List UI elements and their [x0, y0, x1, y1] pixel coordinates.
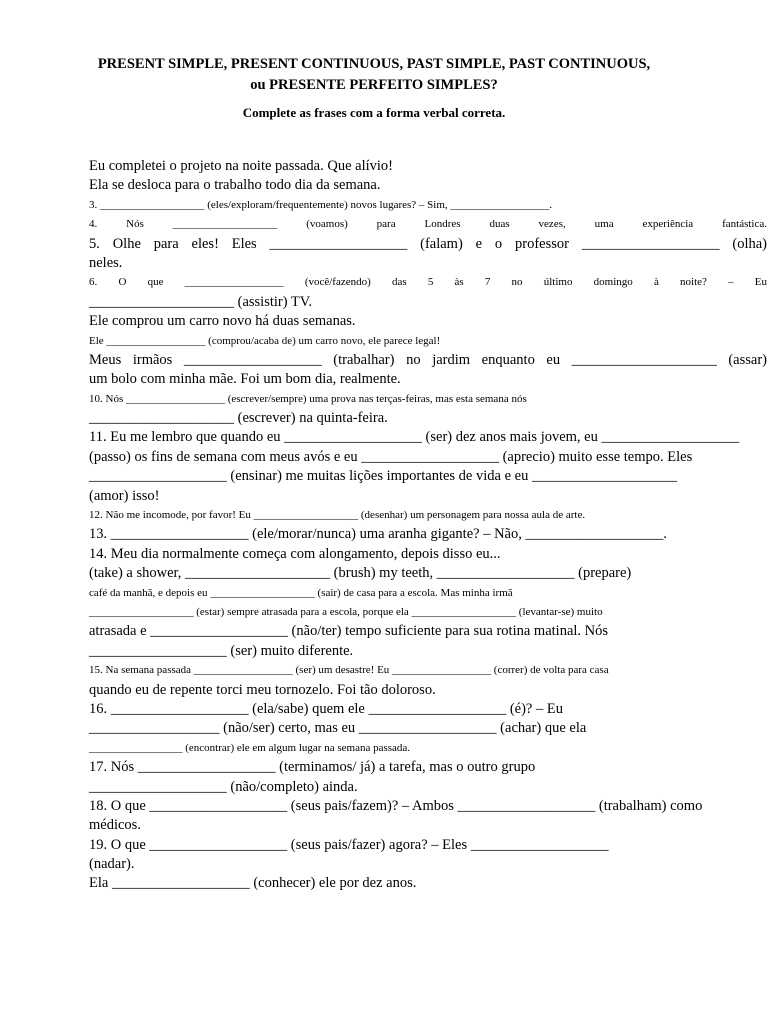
exercise-line: Ele __________________ (comprou/acaba de) um carro novo, ele parece legal!: [89, 334, 441, 347]
exercise-line: ___________________ (ensinar) me muitas lições importantes de vida e eu ____________________: [89, 468, 677, 485]
exercise-line: um bolo com minha mãe. Foi um bom dia, realmente.: [89, 371, 401, 388]
exercise-line: 18. O que ___________________ (seus pais/fazem)? – Ambos ___________________ (trabalham) como: [89, 797, 703, 814]
exercise-list: [89, 157, 767, 894]
worksheet-title-line-2: ou PRESENTE PERFEITO SIMPLES?: [250, 77, 498, 93]
exercise-line: 13. ___________________ (ele/morar/nunca) uma aranha gigante? – Não, ___________________.: [89, 526, 667, 543]
exercise-line: 4. Nós ___________________ (voamos) para Londres duas vezes, uma experiência fantástica.: [89, 218, 767, 231]
exercise-line: quando eu de repente torci meu tornozelo. Foi tão doloroso.: [89, 681, 436, 698]
exercise-line: (passo) os fins de semana com meus avós e eu ___________________ (aprecio) muito esse tempo. Eles: [89, 448, 693, 465]
exercise-line: 19. O que ___________________ (seus pais/fazer) agora? – Eles ___________________: [89, 836, 609, 853]
exercise-line: 14. Meu dia normalmente começa com alongamento, depois disso eu...: [89, 545, 501, 562]
exercise-line: Ela ___________________ (conhecer) ele por dez anos.: [89, 875, 417, 892]
exercise-line: ____________________ (escrever) na quinta-feira.: [89, 410, 388, 427]
exercise-line: Ele comprou um carro novo há duas semanas.: [89, 313, 356, 330]
exercise-line: (take) a shower, ____________________ (brush) my teeth, ___________________ (prepare): [89, 565, 632, 582]
exercise-line: Ela se desloca para o trabalho todo dia da semana.: [89, 177, 381, 194]
exercise-line: 12. Não me incomode, por favor! Eu ___________________ (desenhar) um personagem para nossa aula de arte.: [89, 509, 586, 522]
exercise-line: ___________________ (não/completo) ainda.: [89, 778, 358, 795]
exercise-line: café da manhã, e depois eu ___________________ (sair) de casa para a escola. Mas minha irmã: [89, 586, 513, 599]
exercise-line: 5. Olhe para eles! Eles ___________________ (falam) e o professor ___________________ (olha): [89, 235, 767, 252]
exercise-line: ___________________ (ser) muito diferente.: [89, 642, 354, 659]
exercise-line: 11. Eu me lembro que quando eu ___________________ (ser) dez anos mais jovem, eu ___________________: [89, 429, 740, 446]
exercise-line: (nadar).: [89, 856, 135, 873]
exercise-line: Eu completei o projeto na noite passada. Que alívio!: [89, 158, 394, 174]
exercise-line: ___________________ (estar) sempre atrasada para a escola, porque ela ___________________ (levantar-se) muito: [89, 605, 603, 618]
exercise-line: neles.: [89, 254, 123, 271]
exercise-line: ____________________ (assistir) TV.: [89, 293, 313, 310]
exercise-line: atrasada e ___________________ (não/ter) tempo suficiente para sua rotina matinal. Nós: [89, 623, 609, 640]
exercise-line: 10. Nós __________________ (escrever/sempre) uma prova nas terças-feiras, mas esta semana nós: [89, 392, 527, 405]
exercise-line: 16. ___________________ (ela/sabe) quem ele ___________________ (é)? – Eu: [89, 700, 563, 717]
exercise-line: __________________ (não/ser) certo, mas eu ___________________ (achar) que ela: [89, 720, 587, 737]
worksheet-title-line-1: PRESENT SIMPLE, PRESENT CONTINUOUS, PAST SIMPLE, PAST CONTINUOUS,: [97, 56, 651, 72]
exercise-line: 6. O que __________________ (você/fazendo) das 5 às 7 no último domingo à noite? – Eu: [89, 276, 767, 289]
exercise-line: 3. ___________________ (eles/exploram/frequentemente) novos lugares? – Sim, __________________.: [89, 198, 553, 211]
exercise-line: Meus irmãos ___________________ (trabalhar) no jardim enquanto eu ____________________ (assar): [89, 351, 767, 368]
exercise-line: médicos.: [89, 817, 141, 834]
exercise-line: (amor) isso!: [89, 487, 160, 504]
exercise-line: 15. Na semana passada __________________ (ser) um desastre! Eu __________________ (correr) de volta para casa: [89, 664, 609, 677]
exercise-line: 17. Nós ___________________ (terminamos/ já) a tarefa, mas o outro grupo: [89, 759, 536, 776]
exercise-line: _________________ (encontrar) ele em algum lugar na semana passada.: [89, 741, 411, 754]
worksheet-instructions: Complete as frases com a forma verbal correta.: [242, 105, 506, 120]
